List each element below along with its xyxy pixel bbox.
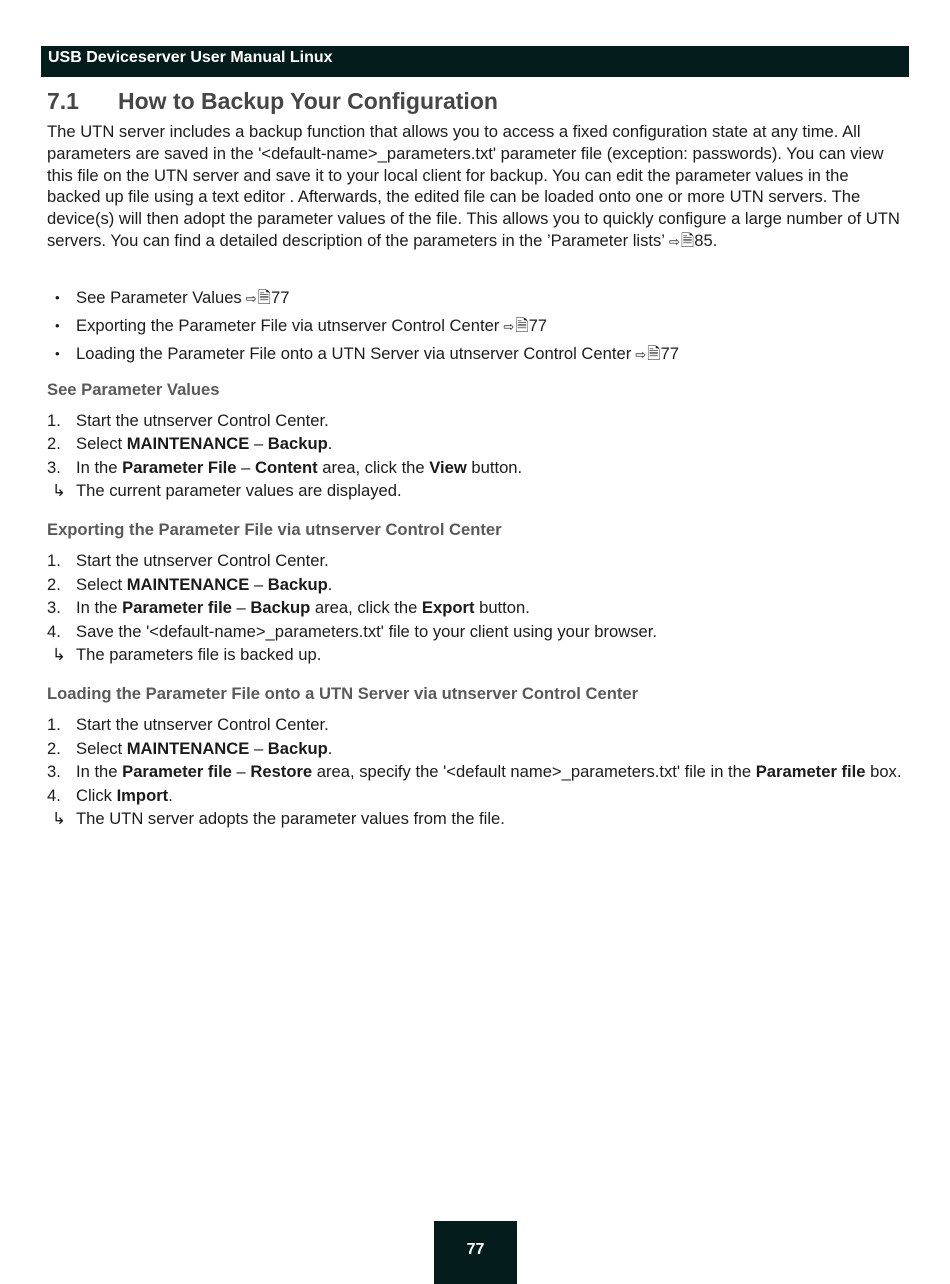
step-number: 4.: [47, 621, 61, 641]
separator: –: [249, 574, 268, 594]
step-item: [47, 738, 903, 760]
step-item: [47, 785, 903, 807]
step-text: .: [327, 434, 333, 454]
link-label: Exporting the Parameter File via utnserver Control Center: [76, 315, 500, 335]
result-text: The UTN server adopts the parameter values from the file.: [76, 809, 505, 829]
arrow-right-icon: ⇨: [635, 346, 647, 362]
result-text: The parameters file is backed up.: [76, 645, 322, 665]
step-text: Save the '<default-name>_parameters.txt' file to your client using your browser.: [76, 621, 657, 641]
step-item: [47, 550, 903, 572]
area-name: Restore: [250, 762, 313, 782]
step-text: .: [168, 785, 173, 805]
step-text: area, click the: [317, 457, 430, 477]
step-text: Start the utnserver Control Center.: [76, 715, 329, 735]
load-subheading: Loading the Parameter File onto a UTN Server via utnserver Control Center: [47, 684, 639, 704]
step-text: Select: [76, 574, 127, 594]
step-text: Click: [76, 785, 117, 805]
step-text: In the: [76, 457, 123, 477]
area-name: Backup: [250, 598, 311, 618]
step-text: area, click the: [310, 598, 422, 618]
step-item: [47, 457, 903, 479]
page-content: [47, 88, 903, 832]
view-steps: [47, 410, 903, 503]
step-number: 3.: [47, 598, 61, 618]
step-text: area, specify the '<default name>_parameters.txt' file in the: [312, 762, 756, 782]
area-name: Parameter file: [122, 598, 232, 618]
page-number-box: [434, 1221, 517, 1284]
result-item: [47, 480, 903, 502]
result-arrow-icon: ↳: [52, 481, 66, 501]
step-text: Select: [76, 434, 127, 454]
step-number: 4.: [47, 785, 61, 805]
separator: –: [249, 434, 268, 454]
document-icon: 🗎: [257, 287, 271, 307]
page-ref-link[interactable]: 77: [270, 287, 290, 307]
menu-name: Backup: [267, 434, 328, 454]
step-item: [47, 433, 903, 455]
document-icon: 🗎: [647, 343, 661, 363]
section-number: 7.1: [47, 88, 79, 114]
step-text: Select: [76, 738, 127, 758]
separator: –: [231, 762, 251, 782]
separator: –: [249, 738, 268, 758]
link-label: See Parameter Values: [76, 287, 242, 307]
step-text: button.: [474, 598, 530, 618]
step-item: [47, 761, 903, 783]
section-heading: [47, 88, 903, 115]
result-arrow-icon: ↳: [52, 645, 66, 665]
page-ref-link[interactable]: 77: [660, 343, 679, 363]
step-text: Start the utnserver Control Center.: [76, 410, 329, 430]
step-number: 2.: [47, 434, 61, 454]
step-number: 1.: [47, 410, 61, 430]
step-number: 2.: [47, 574, 61, 594]
step-item: [47, 597, 903, 619]
step-text: In the: [76, 762, 123, 782]
list-item: [47, 343, 903, 366]
area-name: Content: [254, 457, 318, 477]
button-name: Export: [421, 598, 475, 618]
step-number: 2.: [47, 738, 61, 758]
running-header: [41, 46, 909, 77]
step-text: .: [327, 574, 333, 594]
manual-title: USB Deviceserver User Manual Linux: [48, 49, 333, 66]
menu-name: Backup: [267, 574, 328, 594]
document-icon: 🗎: [515, 315, 529, 335]
step-item: [47, 410, 903, 432]
export-subheading: Exporting the Parameter File via utnserver Control Center: [47, 520, 502, 540]
menu-name: MAINTENANCE: [126, 574, 250, 594]
page-ref-link[interactable]: 77: [528, 315, 548, 335]
separator: –: [236, 457, 255, 477]
step-text: button.: [466, 457, 523, 477]
menu-name: Backup: [267, 738, 328, 758]
step-item: [47, 714, 903, 736]
separator: –: [231, 598, 251, 618]
area-name: Parameter File: [122, 457, 237, 477]
list-item: [47, 287, 903, 310]
result-item: [47, 644, 903, 666]
button-name: View: [429, 457, 467, 477]
step-text: In the: [76, 598, 123, 618]
step-number: 3.: [47, 762, 61, 782]
export-steps: [47, 550, 903, 666]
document-icon: 🗎: [680, 230, 695, 250]
intro-paragraph: [47, 121, 903, 253]
parameter-lists-link[interactable]: 85.: [694, 230, 718, 250]
step-item: [47, 574, 903, 596]
list-item: [47, 315, 903, 338]
step-number: 1.: [47, 715, 61, 735]
step-number: 3.: [47, 457, 61, 477]
result-item: [47, 808, 903, 830]
menu-name: MAINTENANCE: [126, 434, 250, 454]
area-name: Parameter file: [122, 762, 232, 782]
page-number: 77: [466, 1241, 485, 1258]
step-text: Start the utnserver Control Center.: [76, 551, 329, 571]
menu-name: MAINTENANCE: [126, 738, 250, 758]
subsection-link-list: [47, 287, 903, 366]
step-item: [47, 621, 903, 643]
field-name: Parameter file: [755, 762, 866, 782]
step-text: box.: [865, 762, 902, 782]
arrow-right-icon: ⇨: [245, 290, 257, 306]
step-number: 1.: [47, 551, 61, 571]
section-title: How to Backup Your Configuration: [118, 88, 498, 114]
link-label: Loading the Parameter File onto a UTN Server via utnserver Control Center: [76, 343, 632, 363]
load-steps: [47, 714, 903, 830]
arrow-right-icon: ⇨: [669, 233, 680, 249]
arrow-right-icon: ⇨: [503, 318, 515, 334]
step-text: .: [327, 738, 333, 758]
result-arrow-icon: ↳: [52, 809, 66, 829]
result-text: The current parameter values are displayed.: [76, 481, 402, 501]
view-subheading: See Parameter Values: [47, 379, 220, 399]
button-name: Import: [116, 785, 169, 805]
intro-text: The UTN server includes a backup function that allows you to access a fixed configuration state at any time. All parameters are saved in the '<default-name>_parameters.txt' parameter file (exception: passwords). You can view this file on the UTN server and save it to your local client for backup. You can edit the parameter values in the backed up file using a text editor . Afterwards, the edited file can be loaded onto one or more UTN servers. The device(s) will then adopt the parameter values of the file. This allows you to quickly configure a large number of UTN servers. You can find a detailed description of the parameters in the ’Parameter lists’: [47, 122, 900, 250]
